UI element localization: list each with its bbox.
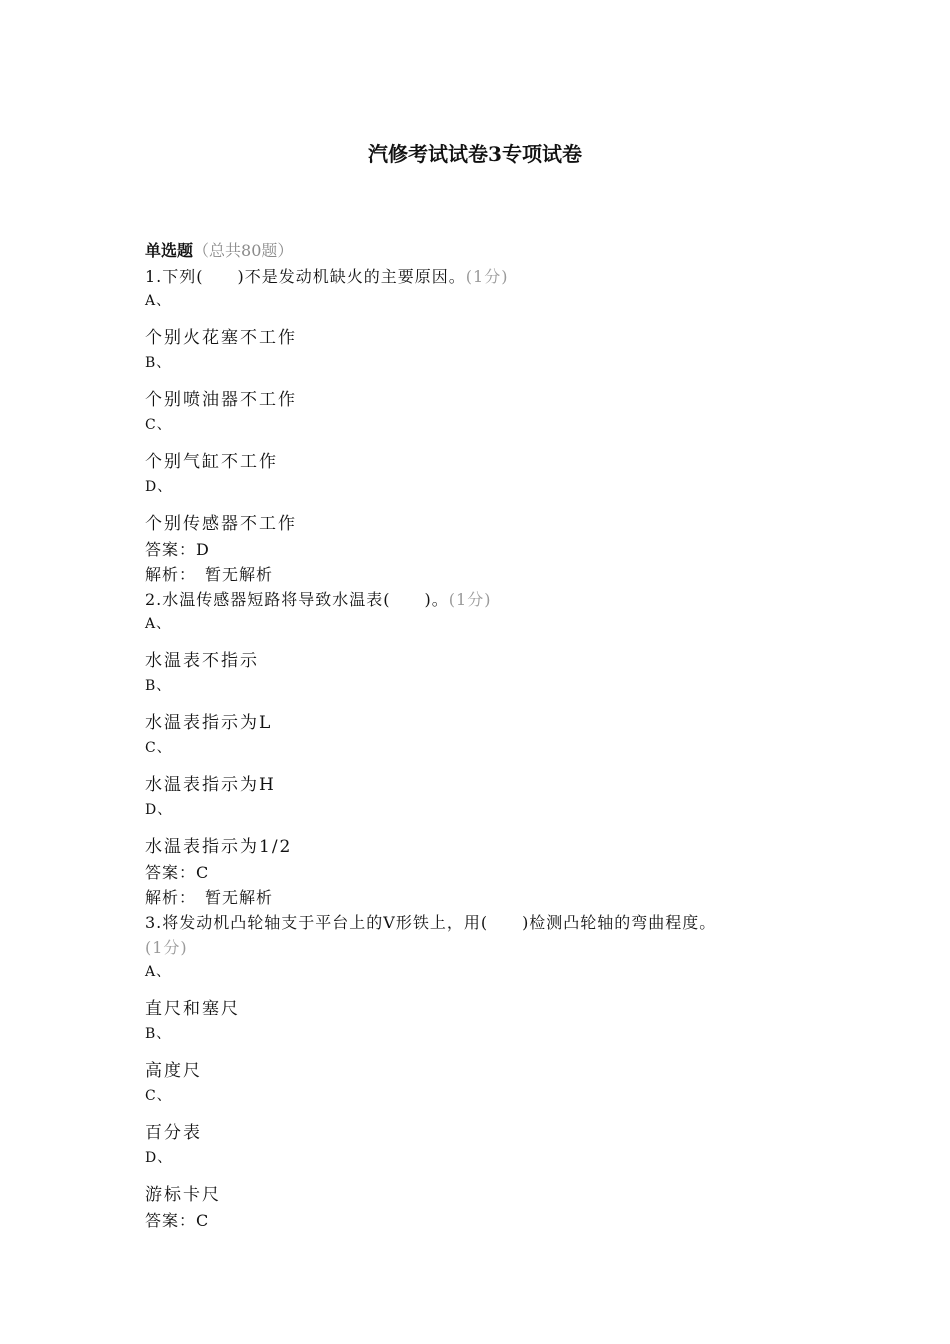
- option-letter: A、: [145, 293, 172, 309]
- option-text: 个别喷油器不工作: [145, 390, 297, 410]
- answer-line: 答案：C: [145, 863, 210, 882]
- option-letter: B、: [145, 678, 172, 694]
- exam-content: [145, 238, 805, 1233]
- option-letter: D、: [145, 479, 173, 495]
- question-3: [145, 910, 805, 1233]
- analysis-line: 解析： 暂无解析: [145, 565, 274, 584]
- question-number: 1.: [145, 267, 163, 286]
- question-number: 3.: [145, 913, 163, 932]
- page-title: 汽修考试试卷3专项试卷: [368, 142, 582, 166]
- option-text: 游标卡尺: [145, 1185, 221, 1205]
- option-text: 水温表指示为1/2: [145, 837, 293, 857]
- answer-line: 答案：D: [145, 540, 210, 559]
- option-letter: B、: [145, 1026, 172, 1042]
- option-text: 水温表不指示: [145, 651, 259, 671]
- question-1: [145, 264, 805, 587]
- section-label: 单选题: [145, 241, 194, 260]
- option-letter: B、: [145, 355, 172, 371]
- option-text: 直尺和塞尺: [145, 999, 240, 1019]
- option-text: 百分表: [145, 1123, 202, 1143]
- question-score: (1分): [448, 590, 492, 609]
- question-2: [145, 587, 805, 910]
- option-letter: A、: [145, 616, 172, 632]
- option-text: 个别气缸不工作: [145, 452, 278, 472]
- question-text: 将发动机凸轮轴支于平台上的V形铁上，用( )检测凸轮轴的弯曲程度。: [162, 913, 717, 932]
- question-text: 水温传感器短路将导致水温表( )。: [162, 590, 449, 609]
- question-stem: [145, 910, 805, 960]
- option-letter: A、: [145, 964, 172, 980]
- question-score: (1分): [465, 267, 509, 286]
- option-text: 个别火花塞不工作: [145, 328, 297, 348]
- question-text: 下列( )不是发动机缺火的主要原因。: [162, 267, 466, 286]
- option-letter: D、: [145, 802, 173, 818]
- option-text: 个别传感器不工作: [145, 514, 297, 534]
- option-text: 高度尺: [145, 1061, 202, 1081]
- question-number: 2.: [145, 590, 163, 609]
- option-letter: C、: [145, 740, 172, 756]
- question-stem: [145, 587, 805, 612]
- question-score: (1分): [145, 938, 188, 957]
- answer-line: 答案：C: [145, 1211, 210, 1230]
- section-header: [145, 238, 805, 264]
- section-count: （总共80题）: [193, 241, 294, 260]
- option-text: 水温表指示为H: [145, 775, 276, 795]
- analysis-line: 解析： 暂无解析: [145, 888, 274, 907]
- option-text: 水温表指示为L: [145, 713, 273, 733]
- option-letter: C、: [145, 417, 172, 433]
- question-stem: [145, 264, 805, 289]
- option-letter: C、: [145, 1088, 172, 1104]
- option-letter: D、: [145, 1150, 173, 1166]
